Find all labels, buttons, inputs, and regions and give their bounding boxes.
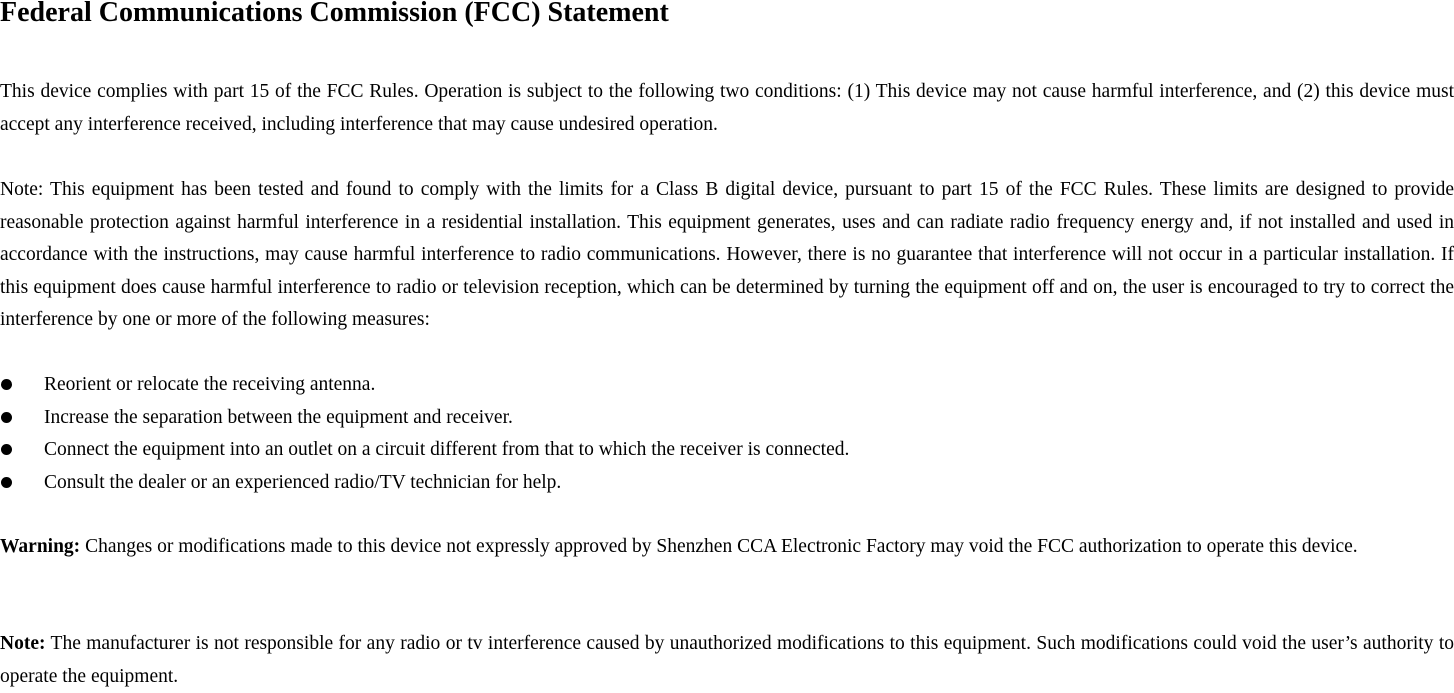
- list-item: [0, 369, 849, 402]
- document-title: Federal Communications Commission (FCC) Statement: [0, 0, 669, 28]
- warning-label: Warning:: [0, 536, 81, 557]
- bullet-dot-icon: [1, 444, 12, 455]
- warning-text: Changes or modifications made to this device not expressly approved by Shenzhen CCA Electronic Factory may void the FCC authorization to operate this device.: [80, 536, 1358, 557]
- measure-text: Reorient or relocate the receiving antenna.: [44, 374, 376, 395]
- list-item: [0, 434, 849, 467]
- note-label: Note:: [0, 633, 46, 654]
- list-item: [0, 402, 849, 435]
- measure-text: Connect the equipment into an outlet on a circuit different from that to which the receiver is connected.: [44, 439, 850, 460]
- list-item: [0, 467, 849, 500]
- compliance-paragraph: This device complies with part 15 of the FCC Rules. Operation is subject to the following two conditions: (1) This device may not cause harmful interference, and (2) this device must accept any interference received, including interference that may cause undesired operation.: [0, 81, 1454, 135]
- bullet-dot-icon: [1, 412, 12, 423]
- measure-text: Increase the separation between the equipment and receiver.: [44, 406, 513, 428]
- measures-list: [0, 369, 849, 499]
- manufacturer-note-paragraph: [0, 628, 1454, 693]
- bullet-dot-icon: [1, 379, 12, 390]
- bullet-dot-icon: [1, 477, 12, 488]
- class-b-note-paragraph: Note: This equipment has been tested and found to comply with the limits for a Class B digital device, pursuant to part 15 of the FCC Rules. These limits are designed to provide reasonable protection against harmful interference in a residential installation. This equipment generates, uses and can radiate radio frequency energy and, if not installed and used in accordance with the instructions, may cause harmful interference to radio communications. However, there is no guarantee that interference will not occur in a particular installation. If this equipment does cause harmful interference to radio or television reception, which can be determined by turning the equipment off and on, the user is encouraged to try to correct the interference by one or more of the following measures:: [0, 179, 1454, 330]
- warning-paragraph: [0, 531, 1454, 564]
- measure-text: Consult the dealer or an experienced radio/TV technician for help.: [44, 471, 562, 493]
- note-text: The manufacturer is not responsible for any radio or tv interference caused by unauthorized modifications to this equipment. Such modifications could void the user’s authority to operate the equipment.: [0, 633, 1454, 687]
